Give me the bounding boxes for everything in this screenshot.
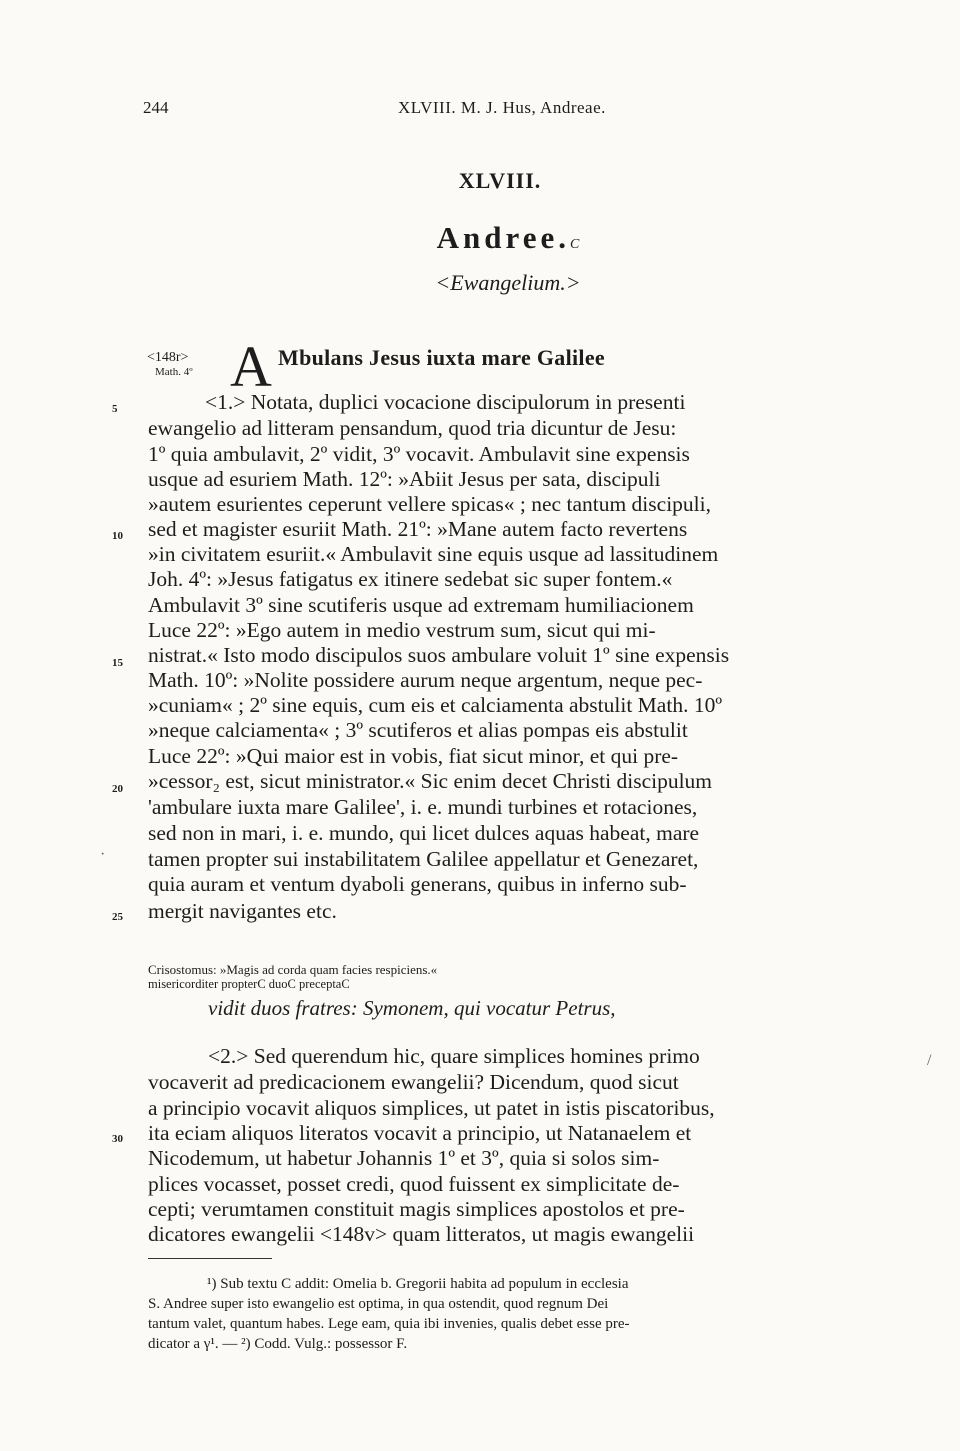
footnote-line: dicator a γ¹. — ²) Codd. Vulg.: possessor F. (148, 1336, 408, 1352)
title-sigil: C (570, 237, 580, 252)
text-line: dicatores ewangelii <148v> quam litteratos, ut magis ewangelii (148, 1222, 695, 1246)
text-line: plices vocasset, posset credi, quod fuissent ex simplicitate de- (148, 1172, 680, 1196)
line-number: 15 (112, 657, 123, 669)
text-line: Luce 22º: »Qui maior est in vobis, fiat sicut minor, et qui pre- (148, 744, 679, 768)
text-line: tamen propter sui instabilitatem Galilee appellatur et Genezaret, (148, 847, 699, 871)
lemma-text: Mbulans Jesus iuxta mare Galilee (278, 345, 605, 370)
text-line: Math. 10º: »Nolite possidere aurum neque argentum, neque pec- (148, 668, 703, 692)
stray-mark: · (100, 846, 106, 863)
sermon-title (0, 220, 960, 256)
text-line: <1.> Notata, duplici vocacione discipulorum in presenti (205, 390, 686, 414)
footnote-line: S. Andree super isto ewangelio est optima, in qua ostendit, quod regnum Dei (148, 1296, 609, 1312)
text-line: vocaverit ad predicacionem ewangelii? Dicendum, quod sicut (148, 1070, 679, 1094)
text-line: usque ad esuriem Math. 12º: »Abiit Jesus per sata, discipuli (148, 467, 661, 491)
text-line: ewangelio ad litteram pensandum, quod tria dicuntur de Jesu: (148, 416, 677, 440)
text-line: a principio vocavit aliquos simplices, ut patet in istis piscatoribus, (148, 1096, 715, 1120)
text-line: cepti; verumtamen constituit magis simplices apostolos et pre- (148, 1197, 685, 1221)
text-line: »cuniam« ; 2º sine equis, cum eis et calciamenta abstulit Math. 10º (148, 693, 722, 717)
text-line: Luce 22º: »Ego autem in medio vestrum sum, sicut qui mi- (148, 618, 656, 642)
text-line: »neque calciamenta« ; 3º scutiferos et alias pompas eis abstulit (148, 718, 688, 742)
footnote-rule (148, 1258, 272, 1259)
text-line: ita eciam aliquos literatos vocavit a principio, ut Natanaelem et (148, 1121, 692, 1145)
text-line: Ambulavit 3º sine scutiferis usque ad extremam humiliacionem (148, 593, 694, 617)
gloss-line: misericorditer propterC duoC preceptaC (148, 977, 350, 991)
verse-lemma: vidit duos fratres: Symonem, qui vocatur Petrus, (208, 996, 616, 1020)
margin-reference: Math. 4º (155, 366, 193, 378)
line-number: 20 (112, 783, 123, 795)
line-number: 30 (112, 1133, 123, 1145)
text-line: quia auram et ventum dyaboli generans, quibus in inferno sub- (148, 872, 687, 896)
line-number: 25 (112, 911, 123, 923)
footnote-line: ¹) Sub textu C addit: Omelia b. Gregorii habita ad populum in ecclesia (207, 1276, 629, 1292)
footnote-line: tantum valet, quantum habes. Lege eam, quia ibi invenies, qualis debet esse pre- (148, 1316, 630, 1332)
page-number: 244 (143, 98, 169, 117)
text-line: »cessor₂ est, sicut ministrator.« Sic enim decet Christi discipulum (148, 769, 713, 793)
text-line: Nicodemum, ut habetur Johannis 1º et 3º, quia si solos sim- (148, 1146, 660, 1170)
folio-mark: <148r> (147, 350, 189, 365)
drop-capital: A (230, 334, 272, 399)
text-line: sed non in mari, i. e. mundo, qui licet dulces aquas habeat, mare (148, 821, 700, 845)
text-line: 1º quia ambulavit, 2º vidit, 3º vocavit. Ambulavit sine expensis (148, 442, 690, 466)
line-number: 5 (112, 403, 118, 415)
text-line: 'ambulare iuxta mare Galilee', i. e. mundi turbines et rotaciones, (148, 795, 698, 819)
text-line: nistrat.« Isto modo discipulos suos ambulare voluit 1º sine expensis (148, 643, 730, 667)
sermon-numeral: XLVIII. (458, 168, 542, 193)
text-line: »autem esurientes ceperunt vellere spicas« ; nec tantum discipuli, (148, 492, 711, 516)
sermon-title-text: Andree. (436, 220, 570, 255)
text-line: mergit navigantes etc. (148, 899, 337, 923)
line-number: 10 (112, 530, 123, 542)
page-header (143, 98, 883, 124)
running-title: XLVIII. M. J. Hus, Andreae. (398, 98, 606, 117)
text-line: »in civitatem esuriit.« Ambulavit sine equis usque ad lassitudinem (148, 542, 719, 566)
text-line: <2.> Sed querendum hic, quare simplices homines primo (208, 1044, 700, 1068)
stray-mark: / (927, 1052, 932, 1069)
sermon-subtitle: <Ewangelium.> (435, 270, 581, 295)
text-line: Joh. 4º: »Jesus fatigatus ex itinere sedebat sic super fontem.« (148, 567, 673, 591)
text-line: sed et magister esuriit Math. 21º: »Mane autem facto revertens (148, 517, 688, 541)
gloss-line: Crisostomus: »Magis ad corda quam facies respiciens.« (148, 962, 438, 977)
